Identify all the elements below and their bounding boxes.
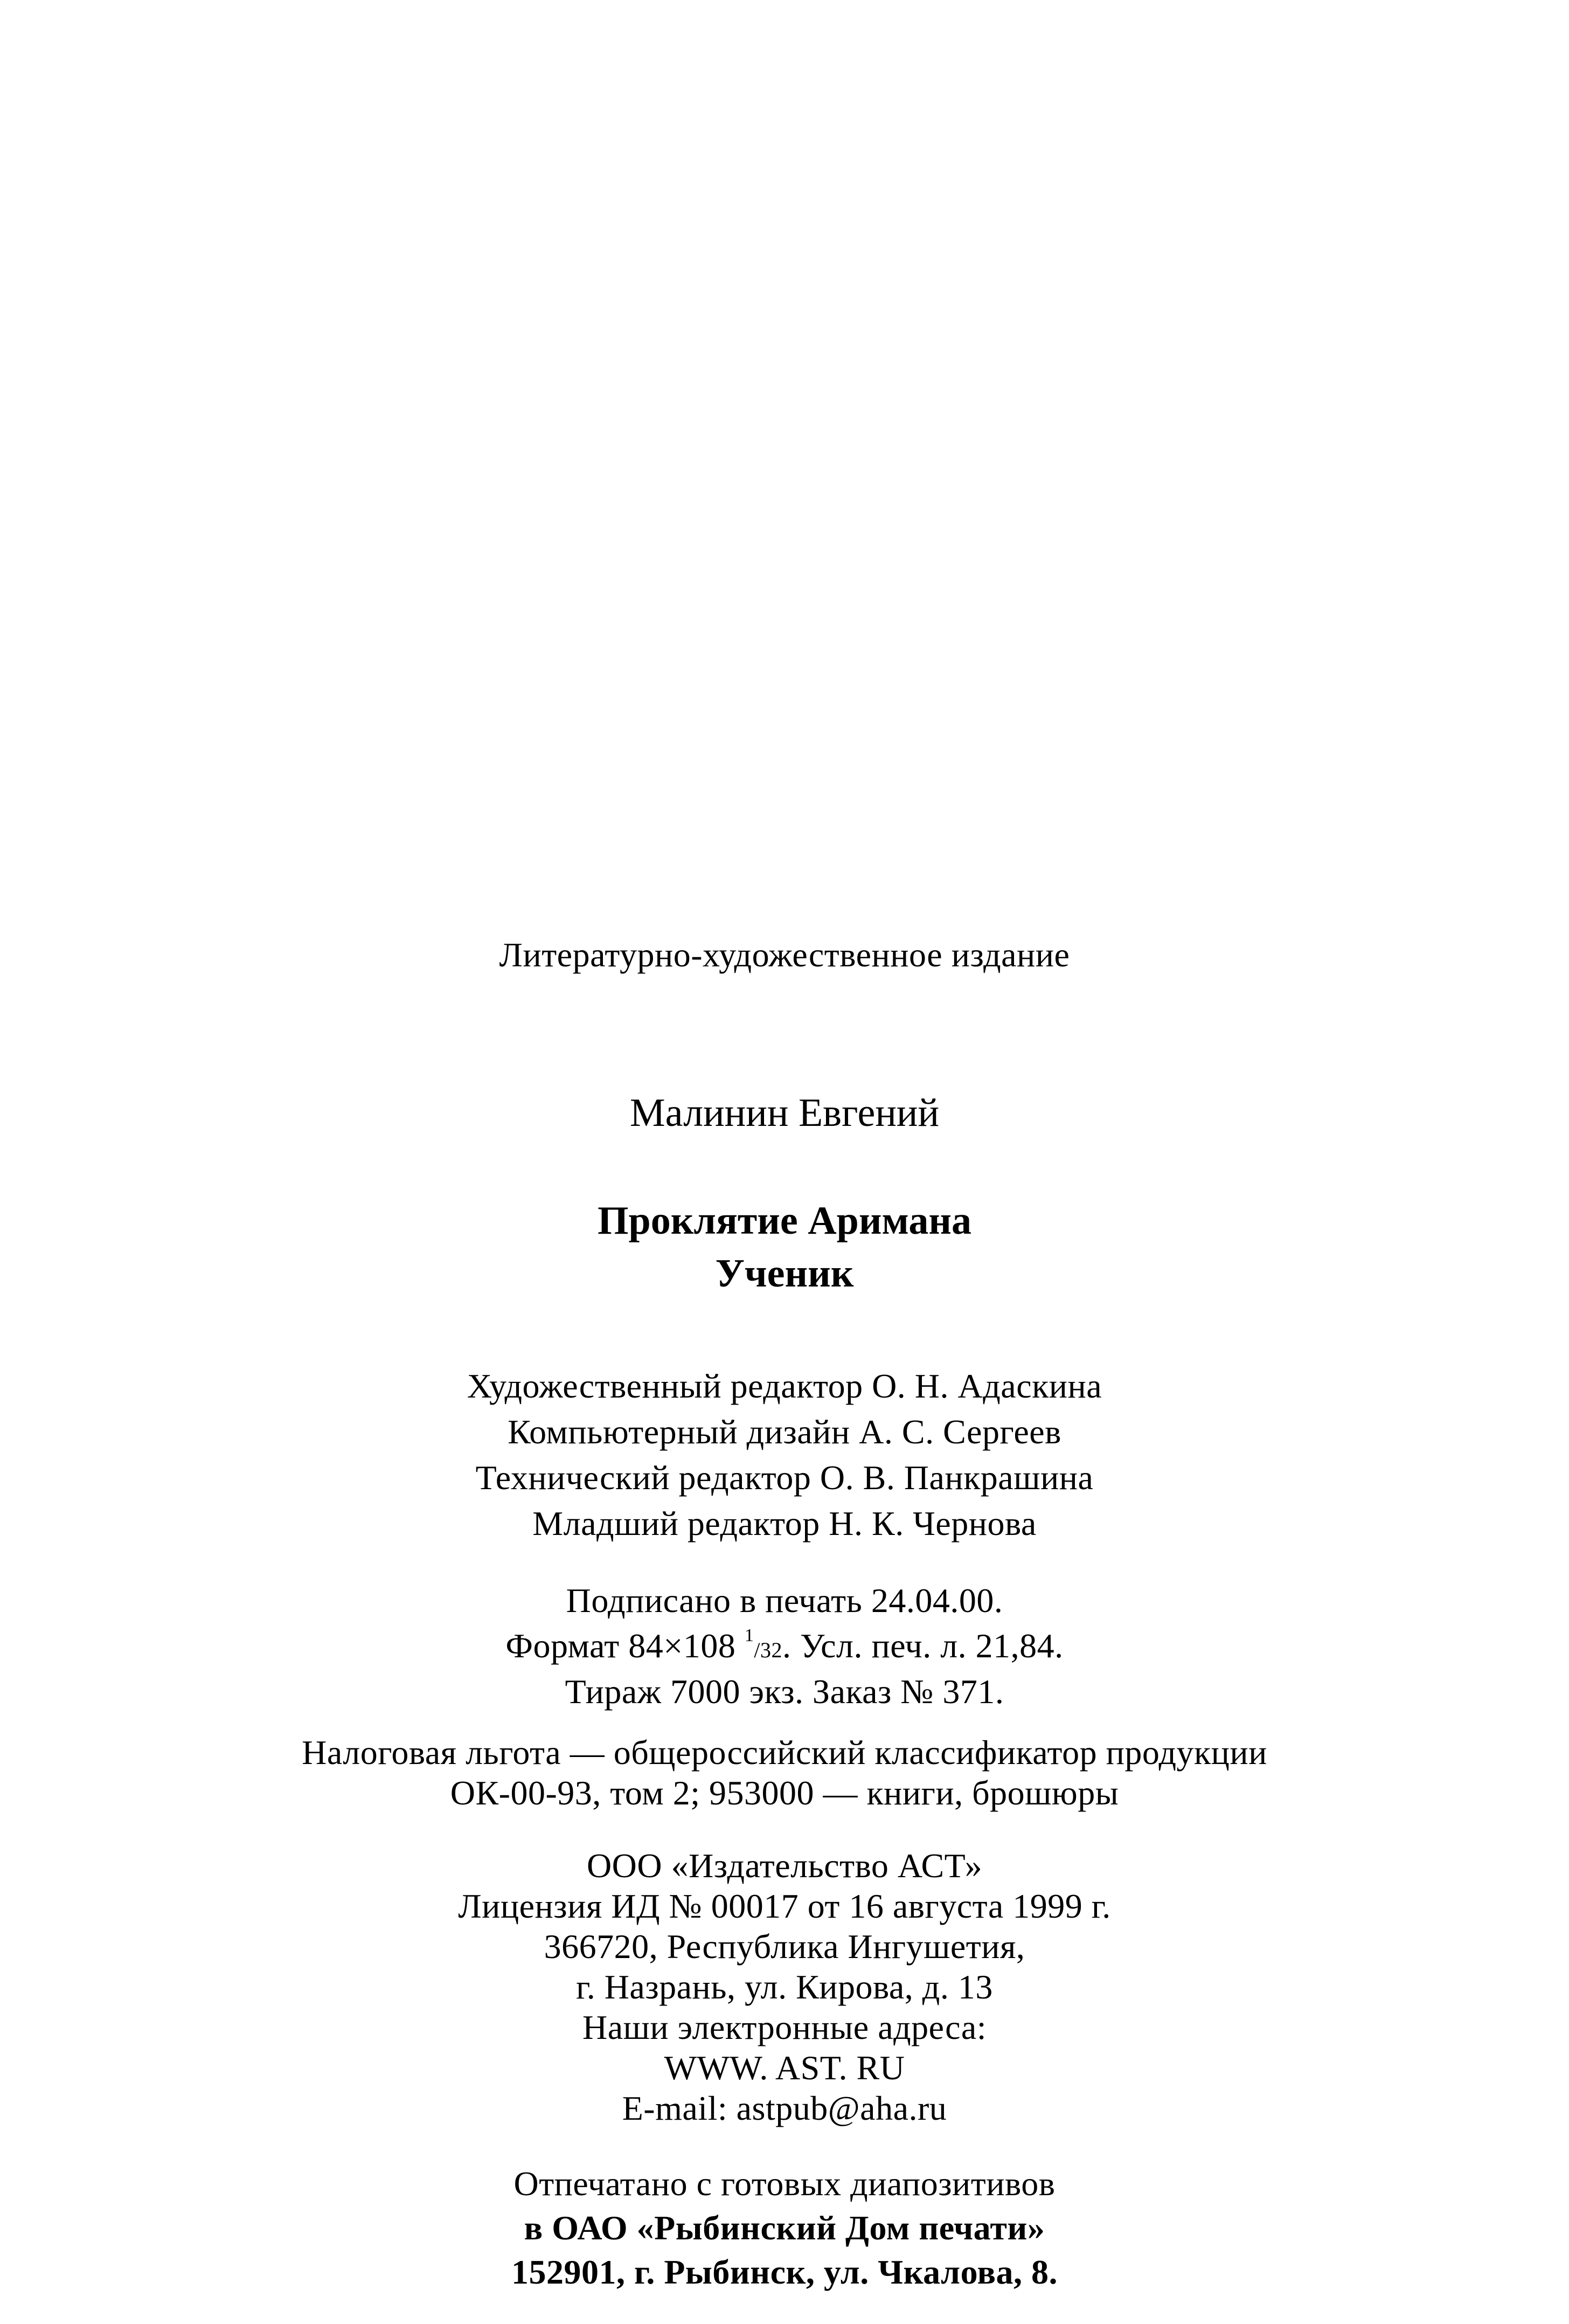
credit-computer-design: Компьютерный дизайн А. С. Сергеев xyxy=(508,1413,1061,1451)
format-suffix: . Усл. печ. л. 21,84. xyxy=(782,1627,1064,1665)
publisher-web-label: Наши электронные адреса: xyxy=(582,2008,987,2046)
publisher-address-1: 366720, Республика Ингушетия, xyxy=(544,1927,1025,1966)
format-fraction-numerator: 1 xyxy=(744,1626,754,1645)
author-name: Малинин Евгений xyxy=(629,1091,940,1135)
publisher-address-2: г. Назрань, ул. Кирова, д. 13 xyxy=(576,1968,993,2006)
book-subtitle: Ученик xyxy=(715,1251,854,1296)
publisher-website: WWW. AST. RU xyxy=(664,2049,905,2087)
publisher-email: E-mail: astpub@aha.ru xyxy=(622,2089,947,2127)
credit-junior-editor: Младший редактор Н. К. Чернова xyxy=(532,1504,1037,1543)
circulation-order: Тираж 7000 экз. Заказ № 371. xyxy=(565,1672,1004,1711)
publisher-name: ООО «Издательство АСТ» xyxy=(586,1846,983,1885)
credit-technical-editor: Технический редактор О. В. Панкрашина xyxy=(475,1458,1094,1497)
tax-benefit-line-2: ОК-00-93, том 2; 953000 — книги, брошюры xyxy=(450,1774,1119,1812)
publisher-license: Лицензия ИД № 00017 от 16 августа 1999 г. xyxy=(458,1887,1111,1925)
book-title: Проклятие Аримана xyxy=(597,1199,971,1243)
printer-address: 152901, г. Рыбинск, ул. Чкалова, 8. xyxy=(511,2253,1058,2291)
printer-name: в ОАО «Рыбинский Дом печати» xyxy=(524,2209,1045,2247)
printer-line-1: Отпечатано с готовых диапозитивов xyxy=(513,2164,1056,2203)
credit-art-editor: Художественный редактор О. Н. Адаскина xyxy=(467,1367,1102,1405)
tax-benefit-line-1: Налоговая льгота — общероссийский классификатор продукции xyxy=(302,1733,1267,1772)
format-prefix: Формат 84×108 xyxy=(505,1627,745,1665)
genre-label: Литературно-художественное издание xyxy=(499,936,1070,974)
format-fraction-denominator: /32 xyxy=(754,1638,782,1662)
format-line xyxy=(0,1626,1569,1665)
signed-to-print: Подписано в печать 24.04.00. xyxy=(566,1581,1003,1620)
